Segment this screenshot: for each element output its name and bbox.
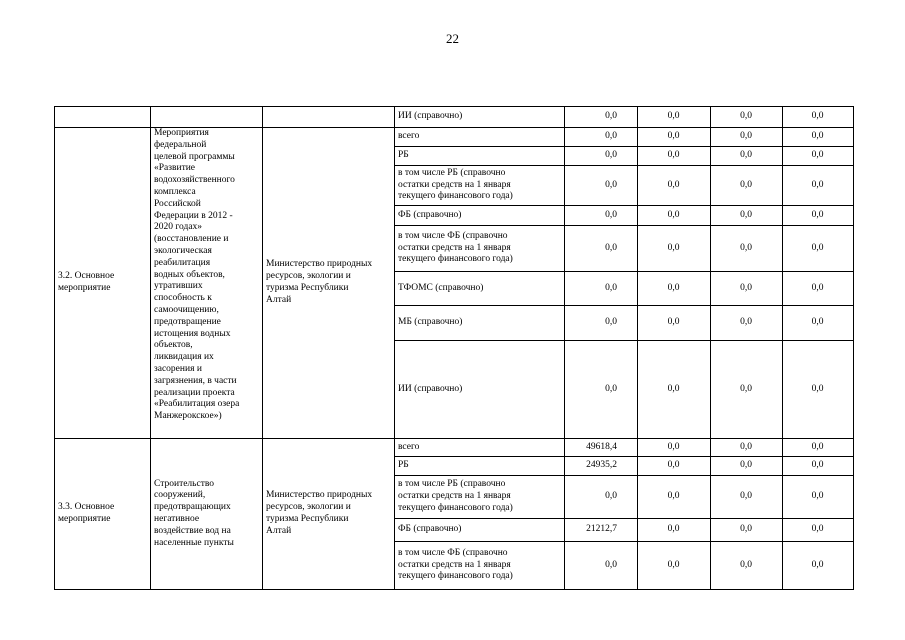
amount-cell: 0,0 <box>811 209 824 220</box>
measure-label-line: мероприятие <box>58 514 111 524</box>
source-cell-line: остатки средств на 1 января <box>398 559 511 570</box>
measure-description-line: Российской <box>154 198 201 209</box>
amount-cell: 0,0 <box>667 441 680 452</box>
amount-cell: 0,0 <box>811 524 824 535</box>
executor-cell-line: ресурсов, экологии и <box>266 502 351 513</box>
amount-cell: 0,0 <box>811 383 824 394</box>
amount-cell: 0,0 <box>605 131 617 142</box>
measure-description-line: населенные пункты <box>154 537 234 548</box>
measure-description-line: экологическая <box>154 245 212 256</box>
source-cell <box>398 226 560 271</box>
amount-cell: 21212,7 <box>586 524 617 535</box>
amount-cell: 0,0 <box>740 559 752 570</box>
source-cell-line: РБ <box>398 460 409 471</box>
source-cell-line: в том числе РБ (справочно <box>398 479 506 490</box>
source-cell <box>398 476 560 518</box>
source-cell <box>398 147 560 165</box>
source-cell-line: ИИ (справочно) <box>398 383 463 394</box>
amount-cell: 0,0 <box>667 559 680 570</box>
measure-label-line: 3.3. Основное <box>58 502 115 513</box>
measure-label <box>58 439 146 589</box>
source-cell <box>398 439 560 456</box>
source-cell <box>398 542 560 589</box>
measure-description-line: комплекса <box>154 186 196 197</box>
row-divider <box>54 589 854 590</box>
measure-description-line: засорения и <box>154 363 202 374</box>
measure-description-line: способность к <box>154 293 212 304</box>
amount-cell: 0,0 <box>740 242 752 253</box>
column-divider <box>150 106 151 590</box>
amount-cell: 0,0 <box>667 242 680 253</box>
source-cell-line: ТФОМС (справочно) <box>398 282 484 293</box>
amount-cell: 0,0 <box>605 317 617 328</box>
source-cell-line: текущего финансового года) <box>398 191 513 202</box>
measure-description-line: предотвращение <box>154 316 221 327</box>
measure-description-line: водных объектов, <box>154 269 225 280</box>
amount-cell: 0,0 <box>811 460 824 471</box>
amount-cell: 0,0 <box>811 131 824 142</box>
measure-description-line: истощения водных <box>154 328 231 339</box>
measure-description-line: объектов, <box>154 340 193 351</box>
executor-cell-line: туризма Республики <box>266 283 349 293</box>
amount-cell: 0,0 <box>740 111 752 122</box>
amount-cell: 0,0 <box>605 491 617 502</box>
amount-cell: 0,0 <box>667 150 680 161</box>
executor-cell-line: Алтай <box>266 294 292 305</box>
source-cell: ИИ (справочно) <box>398 111 463 122</box>
amount-cell: 0,0 <box>605 179 617 190</box>
source-cell <box>398 457 560 475</box>
amount-cell: 0,0 <box>740 491 752 502</box>
amount-cell: 0,0 <box>740 150 752 161</box>
amount-cell: 0,0 <box>605 150 617 161</box>
source-cell <box>398 166 560 205</box>
amount-cell: 0,0 <box>811 317 824 328</box>
amount-cell: 0,0 <box>605 209 617 220</box>
page-number: 22 <box>446 31 459 46</box>
measure-description-line: утративших <box>154 281 203 292</box>
source-cell-line: всего <box>398 441 420 452</box>
measure-description-line: Федерации в 2012 - <box>154 210 233 221</box>
measure-description-line: Мероприятия <box>154 128 209 138</box>
column-divider <box>262 106 263 590</box>
amount-cell: 49618,4 <box>586 441 617 452</box>
source-cell-line: ФБ (справочно) <box>398 209 462 220</box>
measure-description-line: (восстановление и <box>154 234 229 245</box>
measure-description-line: реабилитация <box>154 257 211 268</box>
amount-cell: 0,0 <box>605 242 617 253</box>
amount-cell: 0,0 <box>667 179 680 190</box>
amount-cell: 0,0 <box>740 524 752 535</box>
executor-cell-line: Министерство природных <box>266 490 373 501</box>
source-cell-line: всего <box>398 131 420 142</box>
source-cell-line: в том числе ФБ (справочно <box>398 547 508 558</box>
amount-cell: 0,0 <box>740 209 752 220</box>
executor-cell <box>266 439 390 589</box>
amount-cell: 0,0 <box>667 282 680 293</box>
amount-cell: 0,0 <box>740 383 752 394</box>
amount-cell: 0,0 <box>667 460 680 471</box>
executor-cell-line: ресурсов, экологии и <box>266 271 351 282</box>
amount-cell: 0,0 <box>740 282 752 293</box>
measure-description-line: загрязнения, в части <box>154 375 237 386</box>
executor-cell-line: туризма Республики <box>266 514 349 524</box>
measure-description-line: Строительство <box>154 478 215 489</box>
amount-cell: 0,0 <box>667 209 680 220</box>
measure-description-line: реализации проекта <box>154 387 235 398</box>
source-cell <box>398 519 560 541</box>
measure-description-line: 2020 годах» <box>154 222 203 233</box>
source-cell-line: текущего финансового года) <box>398 254 513 265</box>
amount-cell: 0,0 <box>740 317 752 328</box>
executor-cell-line: Алтай <box>266 525 292 536</box>
measure-label <box>58 128 146 438</box>
amount-cell: 0,0 <box>605 111 617 122</box>
measure-description-line: предотвращающих <box>154 502 231 513</box>
amount-cell: 24935,2 <box>586 460 617 471</box>
amount-cell: 0,0 <box>605 559 617 570</box>
amount-cell: 0,0 <box>811 111 824 122</box>
column-divider <box>54 106 55 590</box>
source-cell-line: остатки средств на 1 января <box>398 179 511 190</box>
amount-cell: 0,0 <box>667 383 680 394</box>
measure-description-line: Манжерокское») <box>154 411 222 422</box>
amount-cell: 0,0 <box>667 131 680 142</box>
source-cell-line: в том числе РБ (справочно <box>398 167 506 178</box>
source-cell-line: в том числе ФБ (справочно <box>398 230 508 241</box>
source-cell <box>398 306 560 340</box>
source-cell <box>398 128 560 146</box>
measure-description-line: воздействие вод на <box>154 525 231 536</box>
amount-cell: 0,0 <box>811 559 824 570</box>
amount-cell: 0,0 <box>811 242 824 253</box>
source-cell-line: РБ <box>398 150 409 161</box>
measure-description <box>154 439 258 589</box>
amount-cell: 0,0 <box>667 111 680 122</box>
source-cell-line: текущего финансового года) <box>398 571 513 582</box>
amount-cell: 0,0 <box>667 317 680 328</box>
amount-cell: 0,0 <box>667 524 680 535</box>
amount-cell: 0,0 <box>740 460 752 471</box>
amount-cell: 0,0 <box>811 179 824 190</box>
measure-description-line: «Развитие <box>154 163 196 174</box>
amount-cell: 0,0 <box>605 383 617 394</box>
amount-cell: 0,0 <box>811 282 824 293</box>
amount-cell: 0,0 <box>605 282 617 293</box>
measure-description-line: самоочищению, <box>154 304 219 315</box>
executor-cell <box>266 128 390 438</box>
measure-description-line: сооружений, <box>154 490 206 501</box>
source-cell-line: текущего финансового года) <box>398 502 513 513</box>
source-cell-line: ФБ (справочно) <box>398 524 462 535</box>
source-cell-line: остатки средств на 1 января <box>398 242 511 253</box>
source-cell <box>398 341 560 438</box>
amount-cell: 0,0 <box>740 131 752 142</box>
executor-cell-line: Министерство природных <box>266 259 373 270</box>
amount-cell: 0,0 <box>811 491 824 502</box>
amount-cell: 0,0 <box>740 179 752 190</box>
amount-cell: 0,0 <box>811 441 824 452</box>
source-cell <box>398 206 560 225</box>
measure-description-line: федеральной <box>154 139 207 150</box>
source-cell-line: остатки средств на 1 января <box>398 491 511 502</box>
measure-label-line: 3.2. Основное <box>58 271 115 282</box>
amount-cell: 0,0 <box>740 441 752 452</box>
measure-description-line: негативное <box>154 514 200 524</box>
measure-description-line: ликвидация их <box>154 352 214 363</box>
source-cell <box>398 272 560 305</box>
measure-label-line: мероприятие <box>58 283 111 293</box>
source-cell-line: МБ (справочно) <box>398 317 463 328</box>
amount-cell: 0,0 <box>811 150 824 161</box>
measure-description-line: целевой программы <box>154 151 235 162</box>
measure-description-line: «Реабилитация озера <box>154 399 240 410</box>
measure-description-line: водохозяйственного <box>154 175 235 186</box>
measure-description <box>154 128 258 438</box>
amount-cell: 0,0 <box>667 491 680 502</box>
